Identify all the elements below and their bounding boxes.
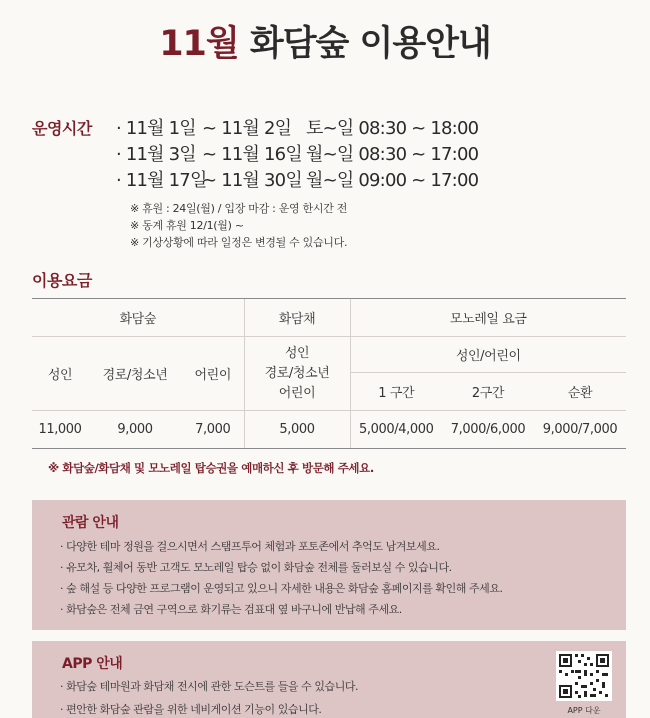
price-hwadamchae: 5,000 [244,411,350,449]
app-info-list [60,675,358,718]
hours-time: 월~일 08:30 ~ 17:00 [306,144,479,165]
tour-info-title: 관람 안내 [62,515,119,531]
hours-to: ~ 11월 2일 [202,118,292,139]
header-hwadamchae: 화담채 [244,299,350,337]
fees-label: 이용요금 [32,271,92,290]
hours-row [116,166,536,192]
header-child: 어린이 [182,337,244,411]
list-item: · 숲 해설 등 다양한 프로그램이 운영되고 있으니 자세한 내용은 화담숲 홈페이지를 확인해 주세요. [60,582,503,595]
hwadamchae-senior-youth: 경로/청소년 [264,365,330,381]
hours-label: 운영시간 [32,119,92,138]
hours-time: 토~일 08:30 ~ 18:00 [306,118,479,139]
app-info-title: APP 안내 [62,656,123,672]
header-section1: 1 구간 [350,373,442,411]
hours-to: ~ 11월 16일 [202,144,302,165]
hours-from: · 11월 17일 [116,170,207,191]
qr-code-icon[interactable] [556,651,612,701]
table-row [32,337,626,373]
page-title [0,16,650,66]
note-closure: ※ 휴원 : 24일(월) / 입장 마감 : 운영 한시간 전 [130,202,348,215]
list-item: · 화담숲 테마원과 화담채 전시에 관한 도슨트를 들을 수 있습니다. [60,680,359,693]
hwadamchae-child: 어린이 [278,385,316,401]
hours-from: · 11월 3일 [116,144,196,165]
tour-info-list [60,536,503,620]
price-adult: 11,000 [32,411,88,449]
note-weather: ※ 기상상황에 따라 일정은 변경될 수 있습니다. [130,236,348,249]
price-section1: 5,000/4,000 [350,411,442,449]
header-hwadamsup: 화담숲 [32,299,244,337]
app-info-box [32,641,626,718]
header-monorail-sub: 성인/어린이 [350,337,626,373]
hours-row [116,140,536,166]
table-row [32,411,626,449]
title-text: 화담숲 이용안내 [249,24,491,64]
header-adult: 성인 [32,337,88,411]
hours-row [116,114,536,140]
price-section2: 7,000/6,000 [442,411,534,449]
header-monorail: 모노레일 요금 [350,299,626,337]
qr-code-graphic [556,651,612,701]
hours-to: ~ 11월 30일 [202,170,302,191]
price-round: 9,000/7,000 [534,411,626,449]
list-item: · 다양한 테마 정원을 걸으시면서 스탬프투어 체험과 포토존에서 추억도 남겨보세요. [60,540,440,553]
hours-list [116,114,536,192]
hours-from: · 11월 1일 [116,118,196,139]
fee-note: ※ 화담숲/화담채 및 모노레일 탑승권을 예매하신 후 방문해 주세요. [48,461,374,475]
tour-info-box [32,500,626,630]
price-senior-youth: 9,000 [88,411,182,449]
hours-notes [130,200,347,251]
title-month: 11월 [159,24,239,64]
header-section2: 2구간 [442,373,534,411]
hours-time: 월~일 09:00 ~ 17:00 [306,170,479,191]
header-senior-youth: 경로/청소년 [88,337,182,411]
fee-table [32,298,626,449]
header-hwadamchae-audience [244,337,350,411]
table-row [32,299,626,337]
qr-caption: APP 다운 [567,706,601,715]
list-item: · 편안한 화담숲 관람을 위한 네비게이션 기능이 있습니다. [60,703,322,716]
hwadamchae-adult: 성인 [284,345,310,361]
note-winter: ※ 동계 휴원 12/1(월) ~ [130,219,244,232]
list-item: · 화담숲은 전체 금연 구역으로 화기류는 검표대 옆 바구니에 반납해 주세요. [60,603,402,616]
price-child: 7,000 [182,411,244,449]
header-round: 순환 [534,373,626,411]
list-item: · 유모차, 휠체어 동반 고객도 모노레일 탑승 없이 화담숲 전체를 둘러보실 수 있습니다. [60,561,452,574]
